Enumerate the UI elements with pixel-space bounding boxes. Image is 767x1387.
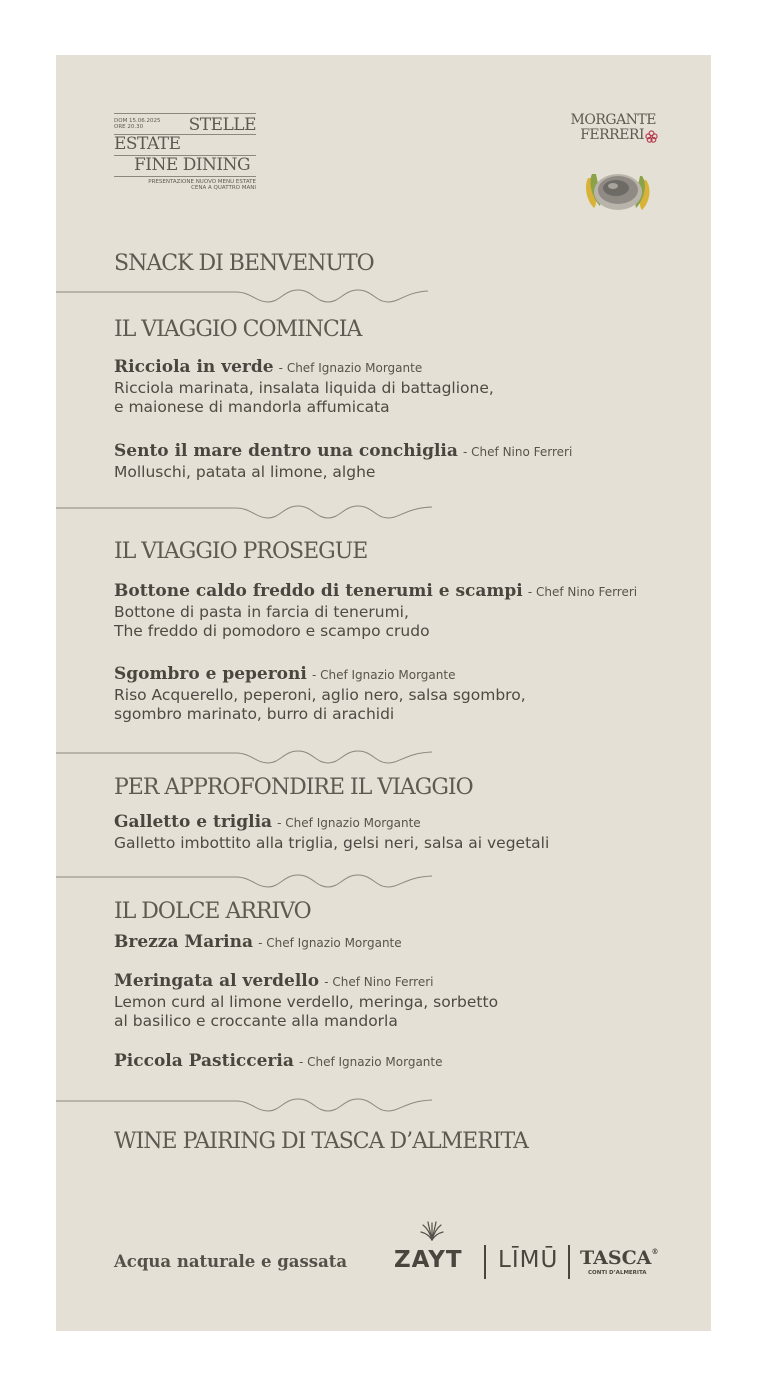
dish-chef: - Chef Nino Ferreri — [527, 585, 638, 599]
wave-divider — [56, 1094, 436, 1116]
dish-chef: - Chef Nino Ferreri — [324, 975, 434, 989]
section-title-approfondire: PER APPROFONDIRE IL VIAGGIO — [114, 775, 473, 800]
dish-description: Lemon curd al limone verdello, meringa, sorbetto — [114, 993, 499, 1011]
dish-description: al basilico e croccante alla mandorla — [114, 1012, 398, 1030]
section-title-wine: WINE PAIRING DI TASCA D’ALMERITA — [114, 1129, 528, 1154]
brand-tasca — [580, 1247, 658, 1269]
dish-name: Sento il mare dentro una conchiglia — [114, 441, 458, 461]
section-title-snack: SNACK DI BENVENUTO — [114, 251, 374, 276]
section-title-dolce: IL DOLCE ARRIVO — [114, 899, 311, 924]
dish-description: Molluschi, patata al limone, alghe — [114, 463, 376, 481]
dish-name: Piccola Pasticceria — [114, 1051, 294, 1071]
dish-bottone — [114, 581, 637, 641]
dish-piccola-pasticceria — [114, 1051, 443, 1071]
dish-description: Bottone di pasta in farcia di tenerumi, — [114, 603, 409, 621]
wave-divider — [56, 501, 436, 523]
menu-card — [56, 55, 711, 1331]
dish-galletto — [114, 812, 549, 853]
dish-description: Ricciola marinata, insalata liquida di battaglione, — [114, 379, 494, 397]
dish-meringata — [114, 971, 498, 1031]
dish-description: sgombro marinato, burro di arachidi — [114, 705, 395, 723]
logo-ferreri: FERRERI — [580, 127, 644, 143]
dish-chef: - Chef Ignazio Morgante — [278, 361, 423, 375]
event-time: ORE 20.30 — [114, 124, 144, 130]
wave-divider — [56, 746, 436, 768]
brand-tasca-sub: CONTI D’ALMERITA — [588, 1270, 647, 1276]
dish-name: Sgombro e peperoni — [114, 664, 307, 684]
dish-name: Ricciola in verde — [114, 357, 274, 377]
event-word-stelle: STELLE — [188, 115, 256, 135]
wave-divider — [56, 285, 436, 307]
section-title-comincia: IL VIAGGIO COMINCIA — [114, 317, 362, 342]
dish-name: Bottone caldo freddo di tenerumi e scampi — [114, 581, 523, 601]
dish-chef: - Chef Ignazio Morgante — [311, 668, 456, 682]
section-title-prosegue: IL VIAGGIO PROSEGUE — [114, 539, 368, 564]
dish-chef: - Chef Ignazio Morgante — [277, 816, 421, 830]
event-date: DOM 15.06.2025 — [114, 118, 161, 124]
header-rule — [114, 176, 256, 177]
dish-chef: - Chef Nino Ferreri — [463, 445, 573, 459]
agave-plant-icon — [420, 1219, 444, 1241]
dish-name: Meringata al verdello — [114, 971, 320, 991]
dish-ricciola — [114, 357, 494, 417]
dish-description: Riso Acquerello, peperoni, aglio nero, salsa sgombro, — [114, 686, 526, 704]
dish-name: Galletto e triglia — [114, 812, 273, 832]
dish-description: e maionese di mandorla affumicata — [114, 398, 390, 416]
dish-description: Galletto imbottito alla triglia, gelsi neri, salsa ai vegetali — [114, 834, 550, 852]
wine-brands — [394, 1225, 674, 1285]
event-title-block — [114, 113, 256, 191]
morgante-ferreri-logo — [536, 113, 656, 143]
brand-separator — [484, 1245, 486, 1279]
wave-divider — [56, 870, 436, 892]
brand-separator — [568, 1245, 570, 1279]
event-word-fine-dining: FINE DINING — [134, 155, 251, 175]
dish-name: Brezza Marina — [114, 932, 254, 952]
water-note: Acqua naturale e gassata — [114, 1252, 348, 1271]
registered-mark: ® — [651, 1247, 659, 1256]
dish-chef: - Chef Ignazio Morgante — [298, 1055, 443, 1069]
brand-zayt: ZAYT — [394, 1247, 463, 1273]
star-flower-icon — [645, 130, 658, 143]
brand-limu: LĪMŪ — [498, 1247, 559, 1273]
dish-brezza-marina — [114, 932, 402, 952]
logo-morgante: MORGANTE — [570, 112, 656, 128]
event-subtitle: PRESENTAZIONE NUOVO MENU ESTATE — [148, 179, 256, 185]
event-subtitle-2: CENA A QUATTRO MANI — [191, 185, 256, 191]
dish-sgombro — [114, 664, 526, 724]
brand-tasca-name: TASCA — [580, 1247, 652, 1269]
event-word-estate: ESTATE — [114, 134, 181, 154]
dish-description: The freddo di pomodoro e scampo crudo — [114, 622, 430, 640]
oyster-illustration-icon — [580, 160, 656, 216]
dish-chef: - Chef Ignazio Morgante — [258, 936, 402, 950]
dish-conchiglia — [114, 441, 572, 482]
